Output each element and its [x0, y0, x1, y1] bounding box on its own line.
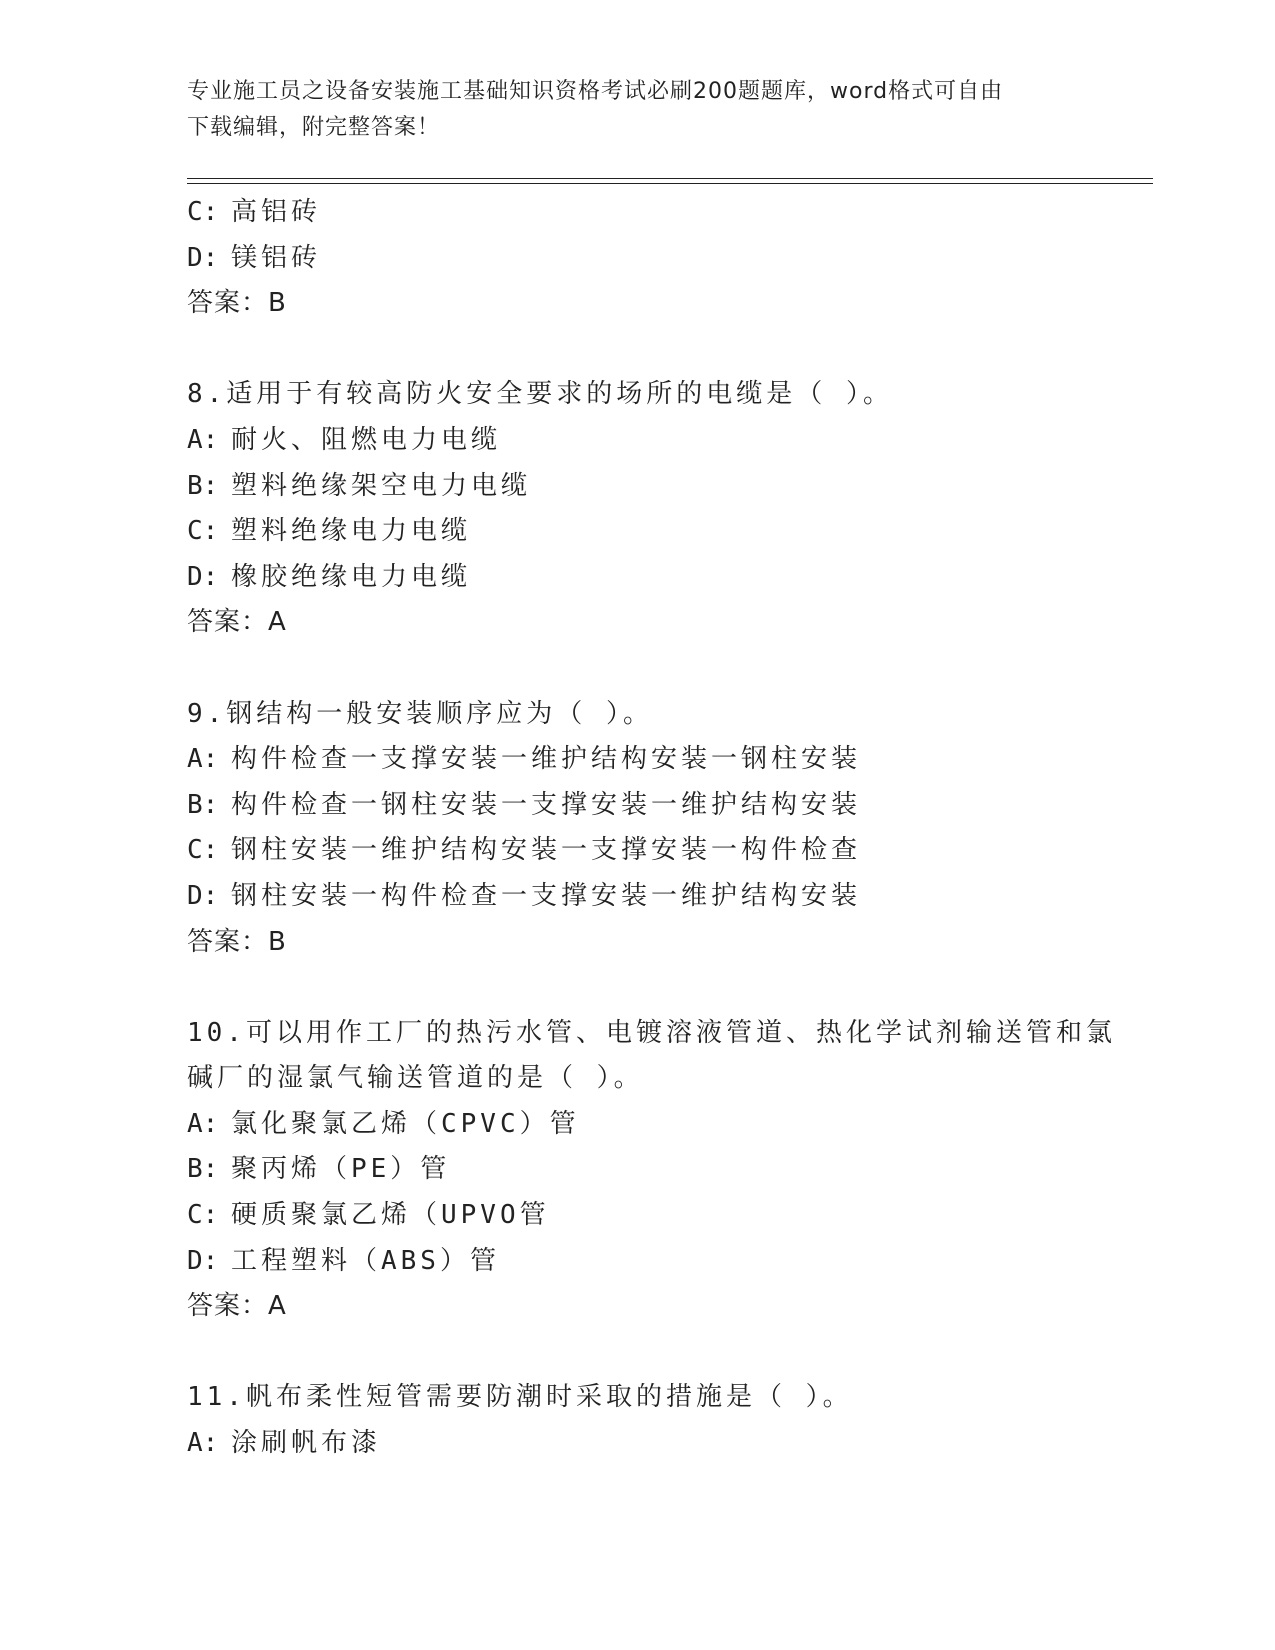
question-text: 8.适用于有较高防火安全要求的场所的电缆是（ ）。 [187, 379, 893, 410]
option-text: 钢柱安装一构件检查一支撑安装一维护结构安装 [231, 880, 862, 911]
option-key: D: [187, 880, 219, 911]
option-key: D: [187, 1245, 219, 1276]
option-line [187, 509, 1147, 555]
option-text: 硬质聚氯乙烯（UPVO管 [231, 1200, 550, 1231]
option-key: D: [187, 561, 219, 592]
option-line [187, 1147, 1147, 1193]
option-key: B: [187, 789, 219, 820]
option-text: 涂刷帆布漆 [231, 1428, 382, 1459]
option-text: 聚丙烯（PE）管 [231, 1154, 451, 1185]
header-divider-top [187, 178, 1153, 179]
option-line [187, 737, 1147, 783]
question-text: 10.可以用作工厂的热污水管、电镀溶液管道、热化学试剂输送管和氯 [187, 1017, 1116, 1048]
option-line [187, 783, 1147, 829]
option-line [187, 874, 1147, 920]
option-line [187, 190, 1147, 236]
option-text: 塑料绝缘架空电力电缆 [231, 470, 532, 501]
option-text: 橡胶绝缘电力电缆 [231, 561, 472, 592]
answer-line: 答案：B [187, 288, 287, 319]
question-text: 11.帆布柔性短管需要防潮时采取的措施是（ ）。 [187, 1382, 853, 1413]
option-text: 工程塑料（ABS）管 [231, 1245, 500, 1276]
option-key: C: [187, 1200, 219, 1231]
option-key: C: [187, 516, 219, 547]
option-text: 镁铝砖 [231, 242, 322, 273]
question-text-continued: 碱厂的湿氯气输送管道的是（ ）。 [187, 1063, 644, 1094]
option-text: 构件检查一钢柱安装一支撑安装一维护结构安装 [231, 789, 862, 820]
option-text: 高铝砖 [231, 197, 322, 227]
option-key: B: [187, 1154, 219, 1185]
option-line [187, 1193, 1147, 1239]
question-text: 9.钢结构一般安装顺序应为（ ）。 [187, 698, 653, 729]
option-text: 耐火、阻燃电力电缆 [231, 424, 502, 455]
option-line [187, 1239, 1147, 1285]
header-divider-bottom [187, 183, 1153, 184]
option-line [187, 1421, 1147, 1467]
option-key: A: [187, 744, 219, 775]
option-key: D: [187, 242, 219, 273]
option-text: 构件检查一支撑安装一维护结构安装一钢柱安装 [231, 744, 862, 775]
option-line [187, 1102, 1147, 1148]
answer-line: 答案：B [187, 926, 287, 957]
header-line-1: 专业施工员之设备安装施工基础知识资格考试必刷200题题库，word格式可自由 [187, 79, 1004, 104]
option-line [187, 555, 1147, 601]
answer-line: 答案：A [187, 1291, 287, 1322]
option-text: 塑料绝缘电力电缆 [231, 516, 472, 547]
option-text: 钢柱安装一维护结构安装一支撑安装一构件检查 [231, 835, 862, 866]
option-line [187, 236, 1147, 282]
question-list [187, 190, 1147, 1467]
option-key: A: [187, 424, 219, 455]
option-key: A: [187, 1428, 219, 1459]
option-key: B: [187, 470, 219, 501]
option-key: C: [187, 197, 219, 227]
document-header [187, 74, 1067, 146]
option-key: C: [187, 835, 219, 866]
option-line [187, 418, 1147, 464]
option-key: A: [187, 1108, 219, 1139]
answer-line: 答案：A [187, 607, 287, 638]
option-line [187, 464, 1147, 510]
option-text: 氯化聚氯乙烯（CPVC）管 [231, 1108, 580, 1139]
header-line-2: 下载编辑，附完整答案！ [187, 115, 441, 140]
option-line [187, 828, 1147, 874]
